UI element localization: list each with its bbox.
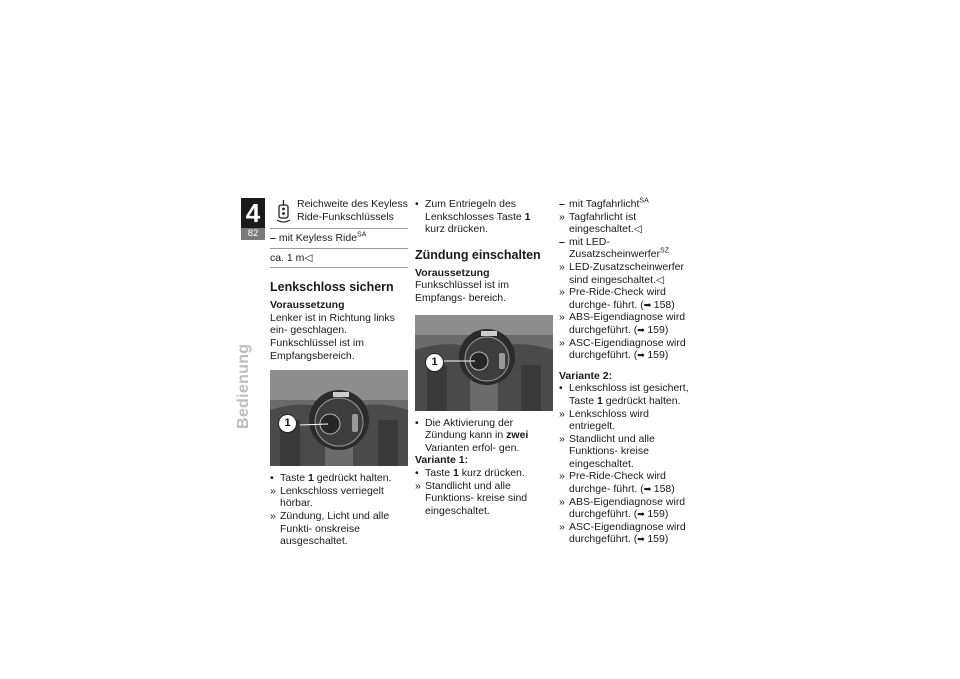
page-reference: 159): [647, 349, 669, 362]
page-reference-arrow-icon: ➡: [637, 509, 648, 520]
page-reference: 159): [647, 323, 669, 336]
section-heading: Lenkschloss sichern: [270, 280, 394, 295]
hint-title: Reichweite des Keyless Ride-Funkschlüssels: [297, 198, 408, 223]
handlebar-photo: [270, 370, 408, 466]
bullet-marker: •: [415, 198, 419, 210]
item-text: Tagfahrlicht ist eingeschaltet.◁: [569, 210, 642, 236]
column-3: [559, 198, 697, 546]
column-1: [270, 198, 408, 548]
item-text: mit LED-Zusatzscheinwerfer: [569, 235, 661, 261]
result-item: » Lenkschloss verriegelt hörbar.: [270, 484, 384, 510]
item-text: gedrückt halten.: [602, 394, 681, 407]
result-marker: »: [559, 311, 565, 324]
page-reference: 159): [647, 533, 669, 546]
result-list: [559, 198, 697, 362]
option-code: SZ: [660, 247, 669, 255]
emphasis: zwei: [506, 429, 529, 442]
condition-text: Lenker ist in Richtung links ein- geschlagen. Funkschlüssel ist im Empfangsbereich.: [270, 311, 395, 362]
item-text: Pre-Ride-Check wird durchge- führt. (: [569, 286, 666, 311]
item-text: mit Tagfahrlicht: [569, 198, 640, 210]
page-reference-arrow-icon: ➡: [637, 350, 648, 361]
condition-item: [559, 236, 697, 261]
result-marker: »: [270, 509, 276, 522]
hint-box: [270, 198, 408, 268]
handlebar-photo: [415, 315, 553, 411]
chapter-number: 4: [241, 198, 265, 228]
step-item: [559, 382, 697, 407]
item-text: ABS-Eigendiagnose wird durchgeführt. (: [569, 495, 686, 521]
result-item: [559, 261, 697, 286]
dash-marker: –: [559, 198, 565, 210]
callout-1: 1: [425, 353, 444, 372]
button-ref: 1: [308, 472, 314, 485]
variant-heading: Variante 1:: [415, 454, 469, 467]
result-item: [559, 311, 697, 336]
condition-text: Funkschlüssel ist im Empfangs- bereich.: [415, 279, 509, 304]
dash-marker: –: [270, 232, 276, 244]
hint-condition: [270, 229, 408, 249]
item-text: ABS-Eigendiagnose wird durchgeführt. (: [569, 311, 686, 336]
step-item: • Zum Entriegeln des Lenkschlosses Taste 1 kurz drücken.: [415, 198, 531, 236]
item-text: ASC-Eigendiagnose wird durchgeführt. (: [569, 336, 686, 362]
result-marker: »: [559, 336, 565, 349]
option-code: SA: [639, 197, 649, 205]
result-marker: »: [559, 260, 565, 273]
result-marker: »: [559, 520, 565, 533]
result-marker: »: [559, 495, 565, 508]
bullet-marker: •: [559, 382, 563, 395]
result-item: [559, 211, 697, 236]
hint-condition-text: mit Keyless Ride: [278, 232, 358, 244]
result-item: [559, 496, 697, 521]
page-reference-arrow-icon: ➡: [643, 484, 654, 495]
result-marker: »: [559, 210, 565, 223]
item-text: Pre-Ride-Check wird durchge- führt. (: [569, 470, 666, 496]
result-item: [559, 521, 697, 546]
callout-1: 1: [278, 414, 297, 433]
dash-marker: –: [559, 235, 565, 248]
column-2: [415, 198, 553, 517]
result-marker: »: [559, 407, 565, 420]
result-item: » Zündung, Licht und alle Funkti- onskreise ausgeschaltet.: [270, 509, 390, 548]
result-item: [559, 433, 697, 471]
step-item: • Taste 1 gedrückt halten.: [270, 472, 392, 485]
bullet-marker: •: [415, 466, 419, 479]
bullet-marker: •: [270, 472, 274, 485]
result-marker: »: [415, 479, 421, 492]
result-marker: »: [559, 286, 565, 299]
step-item: • Taste 1 kurz drücken.: [415, 466, 525, 479]
variant-2-list: [559, 382, 697, 546]
item-text: ASC-Eigendiagnose wird durchgeführt. (: [569, 520, 686, 546]
section-heading: Zündung einschalten: [415, 247, 541, 262]
key-fob-icon: [276, 200, 291, 224]
section-label: Bedienung: [235, 344, 252, 430]
page-reference-arrow-icon: ➡: [637, 534, 648, 545]
result-marker: »: [559, 470, 565, 483]
result-item: [559, 286, 697, 311]
hint-value: ca. 1 m◁: [270, 249, 408, 269]
button-ref: 1: [453, 466, 459, 479]
item-text: Lenkschloss ist gesichert, Taste: [569, 382, 689, 407]
item-text: Standlicht und alle Funktions- kreise eingeschaltet.: [569, 432, 655, 470]
page-reference: 159): [647, 508, 669, 521]
condition-item: [559, 198, 697, 211]
page-reference-arrow-icon: ➡: [643, 299, 654, 310]
button-ref: 1: [597, 394, 603, 407]
subheading: Voraussetzung: [415, 266, 490, 279]
option-code: SA: [357, 231, 367, 239]
result-item: [559, 408, 697, 433]
result-marker: »: [270, 484, 276, 497]
button-ref: 1: [524, 210, 531, 223]
item-text: Lenkschloss wird entriegelt.: [569, 407, 649, 433]
page-reference: 158): [653, 483, 675, 496]
hint-header: [270, 198, 408, 229]
result-item: » Standlicht und alle Funktions- kreise sind eingeschaltet.: [415, 479, 528, 517]
page-reference: 158): [653, 298, 675, 311]
bullet-marker: •: [415, 416, 419, 429]
result-item: [559, 470, 697, 495]
step-item: • Die Aktivierung der Zündung kann in zwei Varianten erfol- gen.: [415, 416, 529, 454]
subheading: Voraussetzung: [270, 299, 345, 312]
result-item: [559, 337, 697, 362]
result-marker: »: [559, 432, 565, 445]
item-text: LED-Zusatzscheinwerfer sind eingeschaltet.◁: [569, 260, 684, 286]
variant-heading: Variante 2:: [559, 369, 613, 382]
page-reference-arrow-icon: ➡: [637, 324, 648, 335]
page-number: 82: [241, 228, 265, 240]
